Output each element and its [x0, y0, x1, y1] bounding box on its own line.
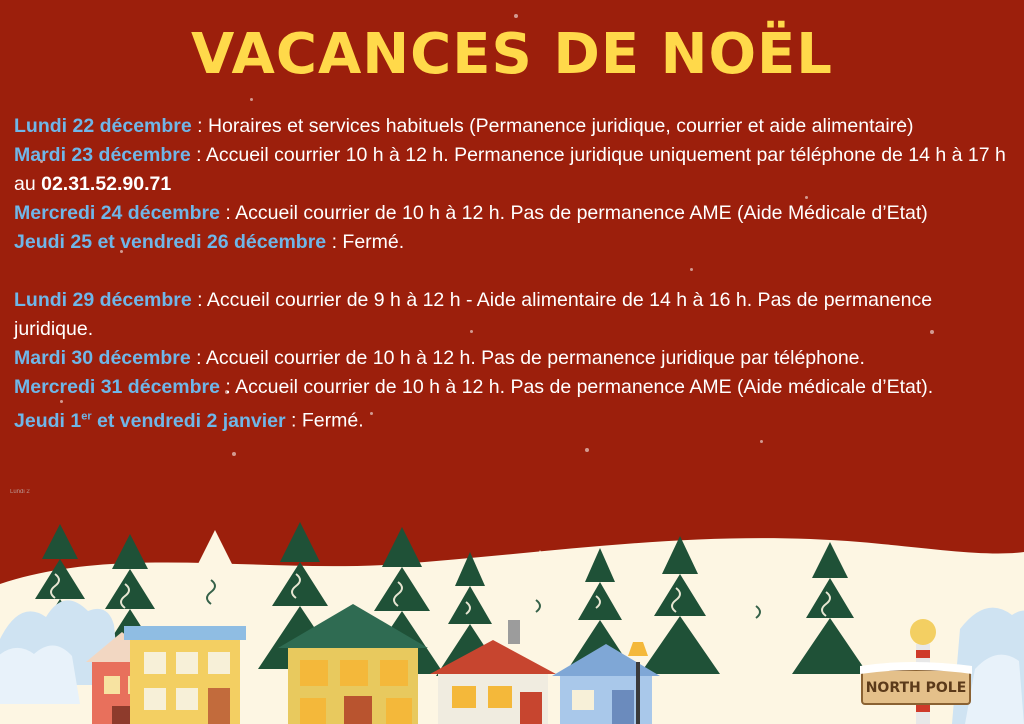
schedule-line [14, 286, 1014, 344]
schedule-line [14, 112, 1014, 141]
schedule-day-detail: : Accueil courrier de 10 h à 12 h. Pas de permanence juridique par téléphone. [190, 347, 865, 369]
schedule-line [14, 228, 1014, 257]
schedule-day-detail: : Accueil courrier 10 h à 12 h. Permanence juridique uniquement par téléphone de 14 h à 17 h au [14, 144, 1006, 195]
schedule-day-detail: : Fermé. [326, 231, 405, 253]
schedule-day-label: Mardi 23 décembre [14, 144, 191, 166]
schedule-day-detail: : Accueil courrier de 10 h à 12 h. Pas de permanence AME (Aide Médicale d’Etat) [219, 202, 928, 224]
phone-number: 02.31.52.90.71 [41, 173, 172, 195]
spacer [14, 257, 1014, 286]
schedule-text-block [14, 112, 1014, 436]
schedule-day-label: Lundi 29 décembre [14, 289, 192, 311]
schedule-line [14, 344, 1014, 373]
schedule-day-label: Mercredi 24 décembre [14, 202, 220, 224]
schedule-line [14, 373, 1014, 402]
schedule-day-detail: : Horaires et services habituels (Permanence juridique, courrier et aide alimentaire) [191, 115, 914, 137]
signpost-label: NORTH POLE [865, 680, 967, 696]
schedule-line [14, 199, 1014, 228]
schedule-day-label: Mardi 30 décembre [14, 347, 191, 369]
winter-scene-illustration [0, 424, 1024, 724]
snowflake-icon [250, 98, 253, 101]
schedule-day-ordinal: er [81, 410, 92, 422]
schedule-day-detail: : Accueil courrier de 10 h à 12 h. Pas de permanence AME (Aide médicale d’Etat). [219, 376, 934, 398]
snowflake-icon [514, 14, 518, 18]
schedule-day-label [14, 410, 286, 432]
schedule-day-suffix: et vendredi 2 janvier [91, 409, 286, 432]
page-title: VACANCES DE NOËL [190, 22, 833, 87]
watermark-text: Lundi 2 [10, 489, 30, 495]
schedule-day-detail: : Accueil courrier de 9 h à 12 h - Aide alimentaire de 14 h à 16 h. Pas de permanence juridique. [14, 289, 933, 340]
schedule-line [14, 402, 1014, 436]
schedule-day-label: Lundi 22 décembre [14, 115, 192, 137]
schedule-day-label: Jeudi 25 et vendredi 26 décembre [14, 231, 327, 253]
schedule-line [14, 141, 1014, 199]
schedule-day-label: Mercredi 31 décembre [14, 376, 220, 398]
schedule-day-detail: : Fermé. [285, 409, 364, 432]
schedule-day-prefix: Jeudi 1 [14, 409, 82, 432]
